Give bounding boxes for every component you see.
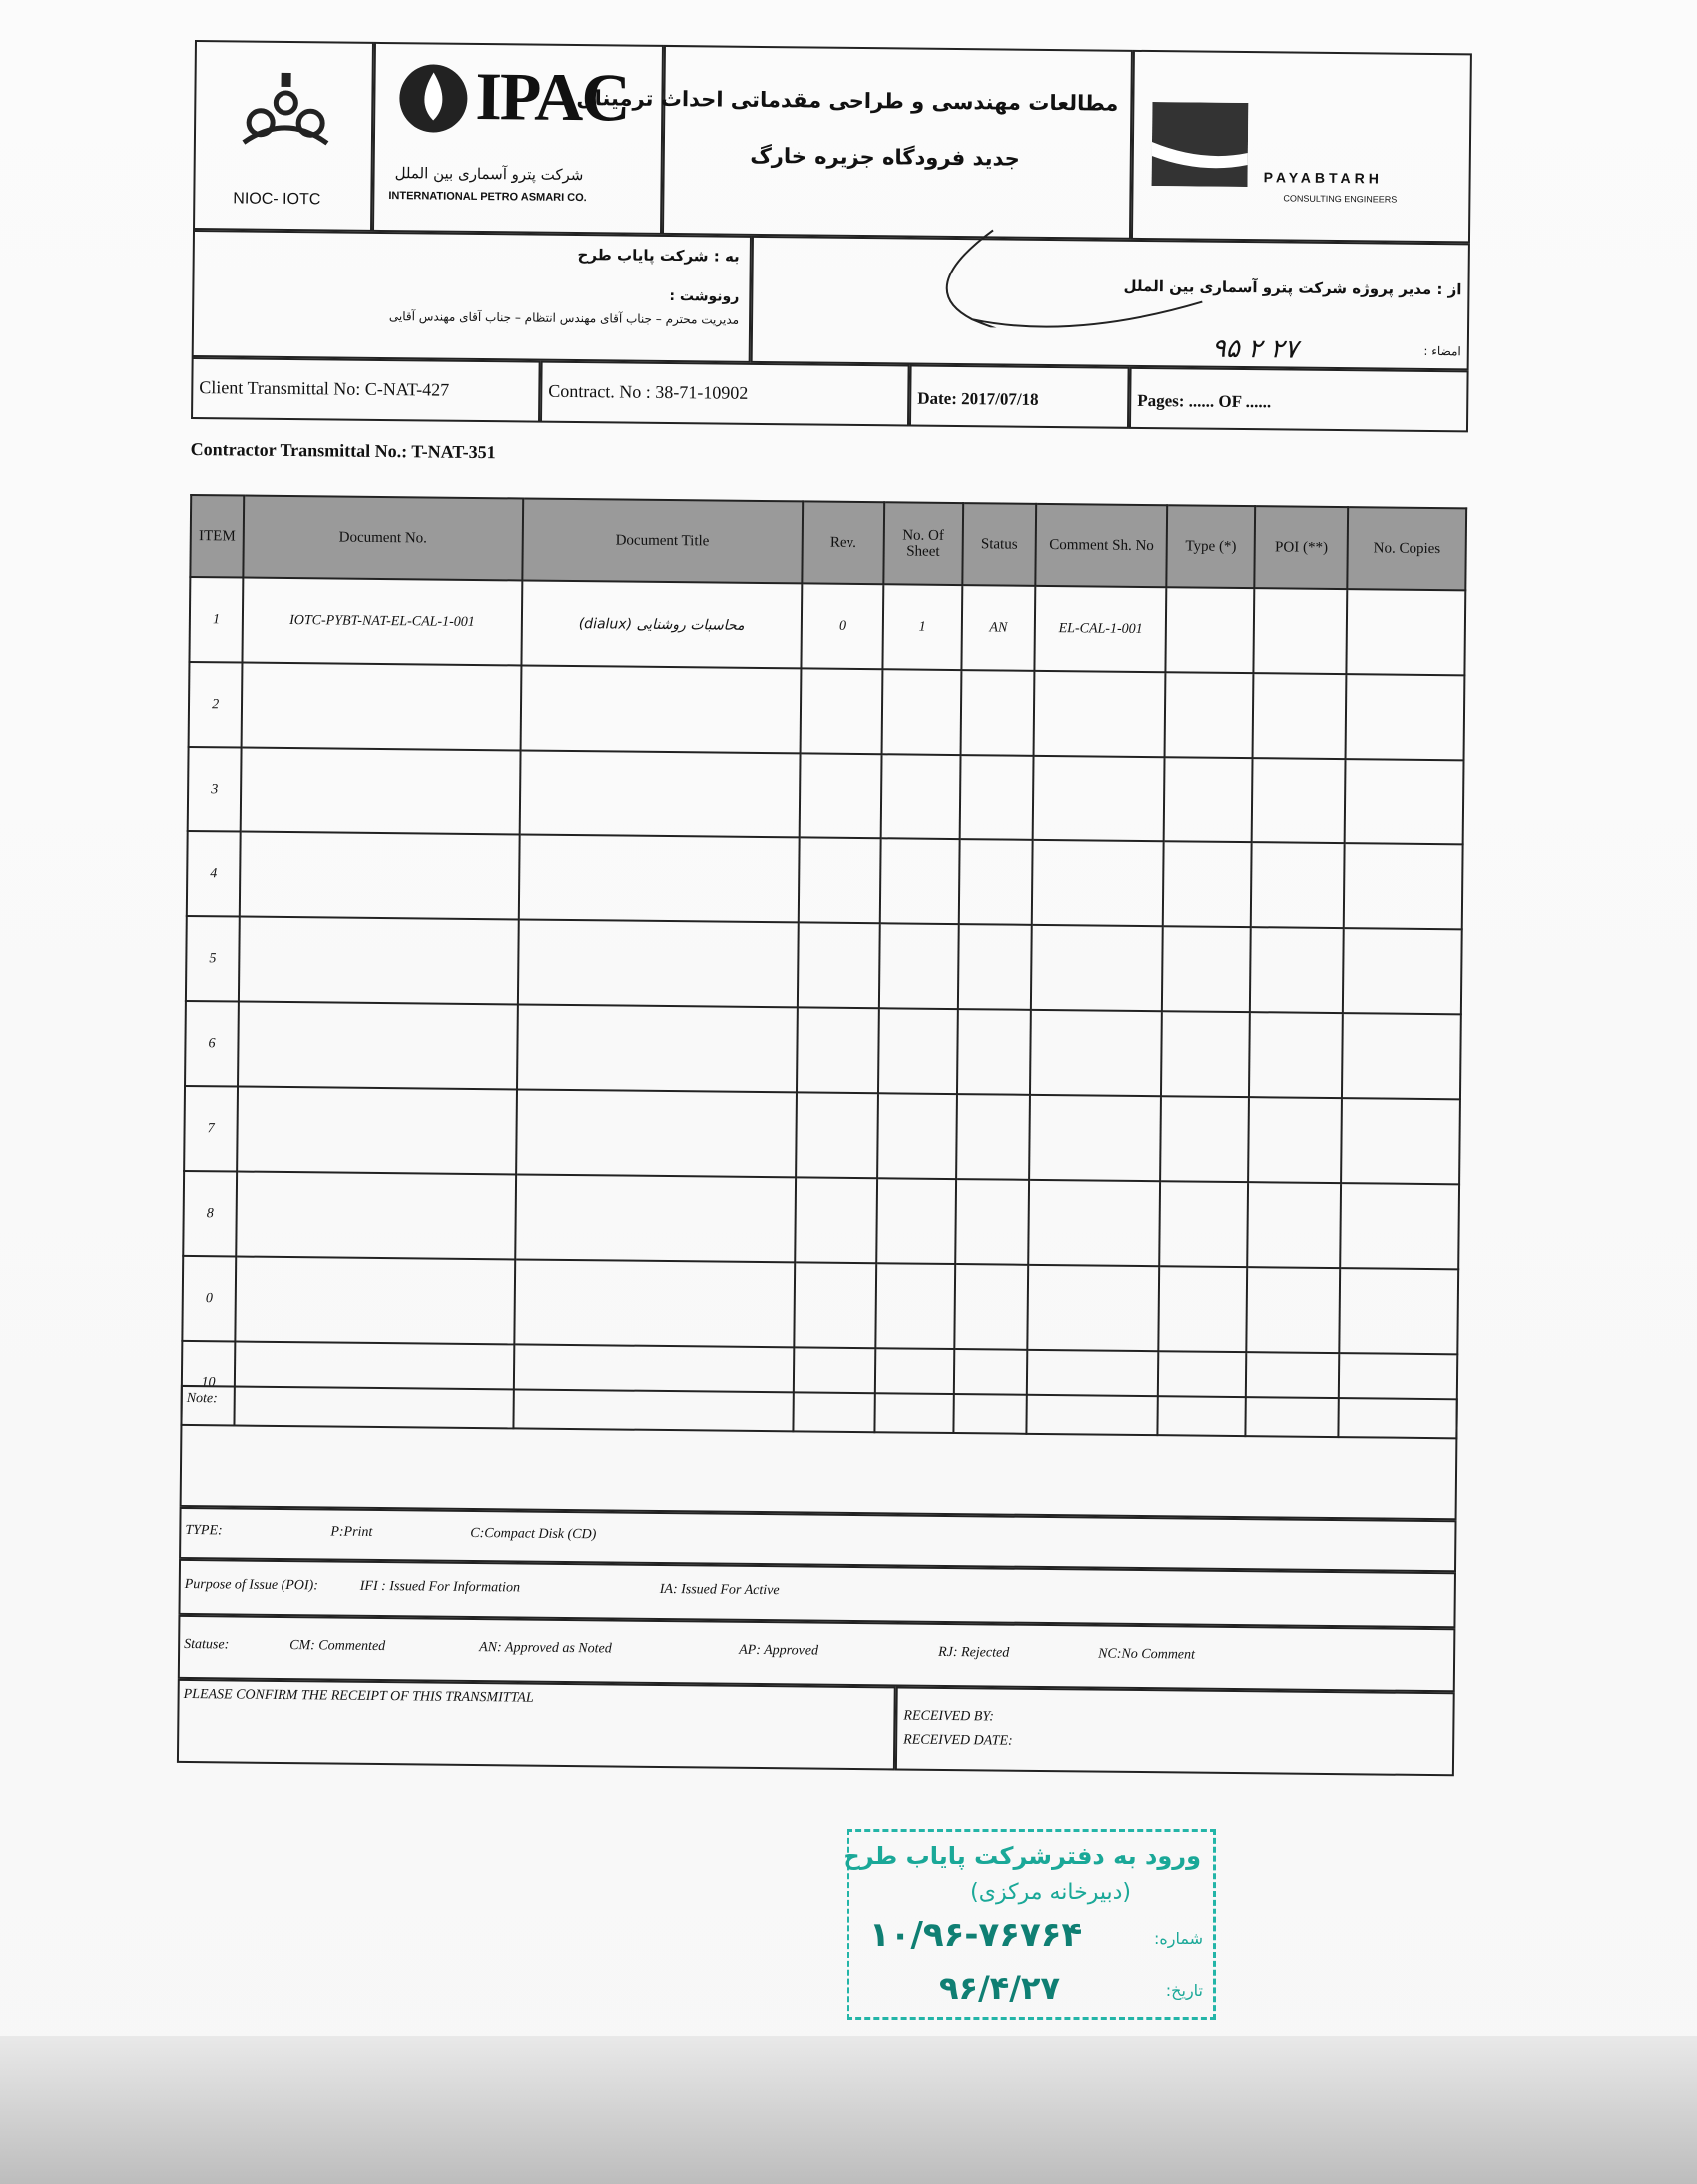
row-item: 3: [188, 747, 242, 832]
contractor-transmittal: Contractor Transmittal No.: T-NAT-351: [190, 438, 496, 463]
row-title: [518, 919, 799, 1007]
row-title: [514, 1259, 795, 1347]
col-document-title: Document Title: [522, 498, 803, 583]
row-item: 10: [181, 1341, 235, 1426]
row-copies: [1345, 759, 1463, 844]
row-doc-no: [238, 1002, 518, 1090]
row-status: [956, 1094, 1030, 1180]
pages-cell: [1129, 367, 1469, 433]
receipt-stamp: [843, 1829, 1216, 2020]
note-label: Note:: [186, 1390, 218, 1407]
stamp-date-value: ۹۶/۴/۲۷: [939, 1969, 1061, 2007]
row-type: [1159, 1266, 1248, 1352]
row-title: [515, 1174, 796, 1262]
client-transmittal: Client Transmittal No: C-NAT-427: [199, 377, 450, 400]
table-row: [184, 1086, 1460, 1184]
row-item: 2: [189, 662, 243, 748]
client-transmittal-cell: [191, 357, 541, 423]
poi-label: Purpose of Issue (POI):: [184, 1576, 319, 1594]
row-sheets: [877, 1093, 957, 1179]
row-type: [1160, 1096, 1249, 1182]
row-type: [1164, 757, 1253, 842]
from-cell: [751, 236, 1470, 371]
table-row: [185, 1001, 1461, 1099]
row-sheets: [875, 1263, 955, 1349]
payabtarh-sub: CONSULTING ENGINEERS: [1283, 193, 1398, 205]
row-comment: [1028, 1265, 1160, 1351]
ipac-name-en: INTERNATIONAL PETRO ASMARI CO.: [388, 190, 587, 205]
row-type: [1166, 587, 1255, 673]
row-rev: [795, 1177, 877, 1263]
contract-cell: [540, 361, 910, 427]
row-poi: [1247, 1182, 1341, 1268]
row-sheets: [878, 1008, 958, 1094]
row-comment: [1033, 756, 1165, 841]
row-sheets: [880, 838, 960, 924]
stamp-number-label: شماره:: [1153, 1929, 1203, 1948]
row-rev: [796, 1092, 878, 1178]
stamp-number-value: ۱۰/۹۶-۷۶۷۶۴: [869, 1915, 1083, 1955]
table-row: [183, 1171, 1459, 1269]
nioc-label: NIOC- IOTC: [233, 190, 321, 209]
row-item: 0: [182, 1256, 236, 1342]
row-type: [1161, 1011, 1250, 1097]
row-status: [958, 924, 1032, 1010]
row-sheets: [880, 754, 960, 839]
row-copies: [1344, 843, 1462, 929]
col-no-copies: No. Copies: [1348, 507, 1466, 590]
status-cm: CM: Commented: [289, 1638, 386, 1655]
row-copies: [1343, 928, 1461, 1014]
cc-label: رونوشت :: [669, 287, 740, 305]
ipac-logo-text: IPAC: [475, 57, 629, 136]
row-comment: [1032, 840, 1164, 926]
col-status: Status: [962, 503, 1036, 586]
row-poi: [1252, 758, 1346, 843]
type-label: TYPE:: [185, 1522, 223, 1539]
row-title: [517, 1004, 798, 1092]
row-comment: [1029, 1180, 1161, 1266]
table-header-row: [190, 495, 1466, 590]
row-status: [959, 755, 1033, 840]
row-item: 8: [183, 1171, 237, 1257]
row-copies: [1340, 1268, 1458, 1354]
col-item: ITEM: [190, 495, 244, 578]
row-comment: EL-CAL-1-001: [1035, 586, 1167, 672]
row-status: AN: [961, 585, 1035, 671]
handwritten-signature: [872, 199, 1393, 331]
row-poi: [1253, 673, 1347, 759]
status-ap: AP: Approved: [739, 1642, 819, 1659]
ipac-name-fa: شرکت پترو آسماری بین الملل: [394, 164, 584, 185]
handwritten-date: ۹۵ ۲ ۲۷: [1211, 333, 1299, 365]
row-type: [1162, 926, 1251, 1012]
transmittal-form: [177, 40, 1472, 1810]
table-row: [182, 1256, 1458, 1354]
row-doc-no: [242, 663, 522, 751]
row-item: 4: [187, 831, 241, 917]
received-box: [895, 1686, 1455, 1776]
table-row: [188, 747, 1464, 844]
row-rev: [797, 1007, 879, 1093]
payabtarh-name: PAYABTARH: [1263, 169, 1383, 187]
project-title-line1: مطالعات مهندسی و طراحی مقدماتی احداث ترمینال: [576, 86, 1119, 116]
row-rev: [799, 753, 881, 838]
row-sheets: [881, 669, 961, 755]
table-row: [186, 916, 1462, 1014]
type-cd: C:Compact Disk (CD): [470, 1525, 597, 1543]
row-title: [520, 665, 801, 753]
status-rj: RJ: Rejected: [938, 1644, 1010, 1661]
from-line: از : مدیر پروژه شرکت پترو آسماری بین الملل: [1123, 276, 1462, 299]
row-type: [1165, 672, 1254, 758]
stamp-line2: (دبیرخانه مرکزی): [970, 1880, 1131, 1905]
row-type: [1163, 841, 1252, 927]
row-status: [957, 1009, 1031, 1095]
row-comment: [1031, 925, 1163, 1011]
received-date: RECEIVED DATE:: [903, 1732, 1013, 1749]
confirm-receipt-text: PLEASE CONFIRM THE RECEIPT OF THIS TRANSMITTAL: [183, 1686, 534, 1706]
row-comment: [1034, 671, 1166, 757]
row-doc-no: [239, 917, 519, 1005]
note-box: [180, 1385, 1458, 1520]
payabtarh-logo-icon: [1152, 102, 1249, 187]
row-rev: 0: [801, 583, 883, 669]
row-rev: [797, 922, 879, 1008]
status-nc: NC:No Comment: [1098, 1646, 1196, 1663]
documents-table: [180, 494, 1467, 1439]
contract-number: Contract. No : 38-71-10902: [548, 380, 749, 403]
row-status: [958, 839, 1032, 925]
row-item: 5: [186, 916, 240, 1002]
row-title: محاسبات روشنایی (dialux): [521, 580, 802, 668]
row-item: 6: [185, 1001, 239, 1087]
date-cell: [909, 365, 1130, 429]
type-print: P:Print: [330, 1524, 373, 1540]
row-sheets: [876, 1178, 956, 1264]
ipac-drop-icon: [393, 58, 474, 139]
row-doc-no: [236, 1257, 516, 1345]
row-rev: [800, 668, 882, 754]
to-line: به : شرکت پایاب طرح: [577, 246, 740, 266]
row-item: 1: [189, 577, 243, 663]
row-comment: [1029, 1095, 1161, 1181]
nioc-emblem-icon: [196, 42, 376, 184]
row-rev: [798, 837, 880, 923]
row-title: [520, 750, 801, 837]
row-status: [954, 1264, 1028, 1350]
col-poi: POI (**): [1255, 506, 1349, 589]
ipac-logo-cell: [372, 42, 664, 235]
row-copies: [1342, 1013, 1460, 1099]
stamp-line1: ورود به دفترشرکت پایاب طرح: [843, 1842, 1201, 1870]
status-an: AN: Approved as Noted: [479, 1640, 612, 1657]
transmittal-date: Date: 2017/07/18: [917, 388, 1039, 409]
row-poi: [1254, 588, 1348, 674]
stamp-date-label: تاریخ:: [1165, 1981, 1203, 2000]
poi-ifi: IFI : Issued For Information: [359, 1578, 521, 1596]
row-doc-no: [236, 1172, 516, 1260]
cc-text: مدیریت محترم – جناب آقای مهندس انتظام – جناب آقای مهندس آقایی: [388, 309, 740, 327]
row-doc-no: [241, 748, 521, 835]
received-by: RECEIVED BY:: [903, 1708, 994, 1725]
row-poi: [1250, 927, 1344, 1013]
row-doc-no: IOTC-PYBT-NAT-EL-CAL-1-001: [243, 578, 523, 666]
row-poi: [1247, 1267, 1341, 1353]
row-poi: [1249, 1012, 1343, 1098]
row-poi: [1248, 1097, 1342, 1183]
col-document-no: Document No.: [244, 496, 524, 581]
pages-count: Pages: ...... OF ......: [1137, 390, 1272, 412]
row-copies: [1341, 1183, 1459, 1269]
row-title: [519, 834, 800, 922]
status-label: Statuse:: [184, 1636, 230, 1653]
col-type: Type (*): [1167, 505, 1256, 588]
row-doc-no: [237, 1087, 517, 1175]
row-sheets: [879, 923, 959, 1009]
confirm-box: [177, 1679, 896, 1771]
poi-ia: IA: Issued For Active: [659, 1581, 780, 1599]
table-row: [189, 662, 1465, 760]
to-cc-cell: [192, 230, 752, 363]
row-poi: [1251, 842, 1345, 928]
row-status: [960, 670, 1034, 756]
col-comment-sh-no: Comment Sh. No: [1036, 504, 1168, 587]
table-row: [189, 577, 1465, 675]
project-title-line2: جدید فرودگاه جزیره خارگ: [750, 143, 1020, 171]
row-sheets: 1: [882, 584, 962, 670]
nioc-logo-cell: [193, 40, 374, 232]
signature-label: امضاء :: [1423, 343, 1461, 359]
scan-shadow: [0, 2036, 1697, 2184]
row-title: [516, 1089, 797, 1177]
row-status: [955, 1179, 1029, 1265]
row-type: [1159, 1181, 1248, 1267]
row-copies: [1346, 674, 1464, 760]
row-copies: [1347, 589, 1465, 675]
row-rev: [794, 1262, 876, 1348]
col-no-of-sheet: No. Of Sheet: [883, 502, 963, 585]
row-doc-no: [240, 832, 520, 920]
row-copies: [1341, 1098, 1459, 1184]
row-item: 7: [184, 1086, 238, 1172]
table-row: [187, 831, 1463, 929]
col-rev: Rev.: [802, 501, 884, 584]
row-comment: [1030, 1010, 1162, 1096]
